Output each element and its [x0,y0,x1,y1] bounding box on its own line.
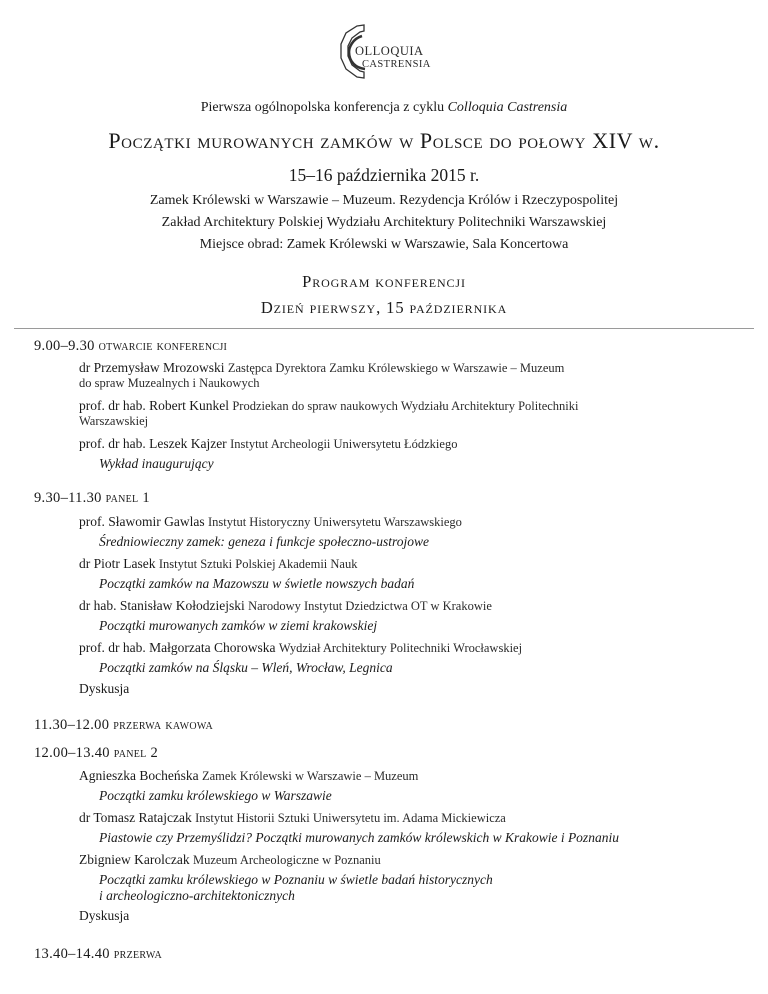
talk-title: Początki zamku królewskiego w Poznaniu w świetle badań historycznych [99,872,493,887]
session-title: otwarcie konferencji [98,338,228,354]
speaker-affiliation: Narodowy Instytut Dziedzictwa OT w Krakowie [248,599,492,613]
speaker-affiliation: Instytut Historyczny Uniwersytetu Warszawskiego [207,515,462,529]
talk-title: Początki zamku królewskiego w Warszawie [99,788,332,803]
session-title: przerwa [113,946,162,962]
speaker-name: dr Piotr Lasek [79,556,156,571]
speaker-affiliation: Zamek Królewski w Warszawie – Muzeum [201,769,419,783]
intro-series-name: Colloquia Castrensia [447,100,568,115]
conference-intro [0,100,768,116]
talk-title: Początki zamków na Śląsku – Wleń, Wrocław, Legnica [99,660,393,675]
talk-title: Wykład inaugurujący [99,456,214,471]
speaker-entry [79,852,749,904]
speaker-entry [79,360,749,391]
speaker-affiliation: Zastępca Dyrektora Zamku Królewskiego w Warszawie – Muzeum [227,361,565,375]
speaker-affiliation: Muzeum Archeologiczne w Poznaniu [192,853,381,867]
talk-title-cont: i archeologiczno-architektonicznych [99,888,295,903]
session-time: 9.30–11.30 [34,490,102,506]
speaker-name: dr Przemysław Mrozowski [79,360,225,375]
speaker-entry [79,556,749,592]
intro-text: Pierwsza ogólnopolska konferencja z cyklu [200,100,448,115]
session-time: 13.40–14.40 [34,946,110,962]
talk-title: Początki zamków na Mazowszu w świetle nowszych badań [99,576,415,591]
speaker-entry [79,640,749,676]
talk-title: Piastowie czy Przemyślidzi? Początki murowanych zamków królewskich w Krakowie i Poznaniu [99,830,619,845]
speaker-entry [79,810,749,846]
speaker-affiliation: Instytut Archeologii Uniwersytetu Łódzkiego [230,437,458,451]
session-heading [34,490,150,507]
speaker-name: prof. dr hab. Małgorzata Chorowska [79,640,276,655]
session-title: panel 2 [113,745,159,761]
speaker-affiliation: Wydział Architektury Politechniki Wrocławskiej [278,641,523,655]
venue-line: Miejsce obrad: Zamek Królewski w Warszawie, Sala Koncertowa [199,237,569,252]
speaker-affiliation-cont: do spraw Muzealnych i Naukowych [79,376,260,390]
logo-word-colloquia: OLLOQUIA [355,44,424,58]
session-heading [34,745,158,762]
speaker-name: prof. dr hab. Robert Kunkel [79,398,229,413]
speaker-entry [79,436,749,472]
colloquia-castrensia-logo [336,22,446,82]
speaker-affiliation: Instytut Historii Sztuki Uniwersytetu im. Adama Mickiewicza [195,811,506,825]
speaker-affiliation: Prodziekan do spraw naukowych Wydziału Architektury Politechniki [232,399,579,413]
discussion-label: Dyskusja [79,681,130,696]
speaker-name: Agnieszka Bocheńska [79,768,199,783]
speaker-name: Zbigniew Karolczak [79,852,190,867]
session-title: panel 1 [105,490,150,506]
talk-title: Początki murowanych zamków w ziemi krakowskiej [99,618,378,633]
session-heading [34,338,227,355]
conference-date: 15–16 października 2015 r. [288,165,480,185]
speaker-affiliation-cont: Warszawskiej [79,414,149,428]
session-time: 12.00–13.40 [34,745,110,761]
conference-title: Początki murowanych zamków w Polsce do połowy XIV w. [108,128,660,153]
session-time: 11.30–12.00 [34,717,110,733]
speaker-entry [79,398,749,429]
day-title: Dzień pierwszy, 15 października [260,298,508,317]
program-title: Program konferencji [302,272,466,291]
session-heading [34,717,213,734]
speaker-entry [79,768,749,804]
session-time: 9.00–9.30 [34,338,95,354]
session-title: przerwa kawowa [113,717,214,733]
logo-word-castrensia: CASTRENSIA [362,59,431,70]
speaker-affiliation: Instytut Sztuki Polskiej Akademii Nauk [158,557,358,571]
speaker-name: dr hab. Stanisław Kołodziejski [79,598,245,613]
talk-title: Średniowieczny zamek: geneza i funkcje społeczno-ustrojowe [99,534,430,549]
speaker-name: dr Tomasz Ratajczak [79,810,192,825]
divider-line [14,328,754,329]
speaker-entry [79,598,749,634]
speaker-name: prof. dr hab. Leszek Kajzer [79,436,227,451]
speaker-entry [79,514,749,550]
session-heading [34,946,162,963]
discussion-label: Dyskusja [79,908,130,923]
institution-line: Zakład Architektury Polskiej Wydziału Architektury Politechniki Warszawskiej [161,215,607,230]
speaker-name: prof. Sławomir Gawlas [79,514,205,529]
institution-line: Zamek Królewski w Warszawie – Muzeum. Rezydencja Królów i Rzeczypospolitej [149,193,619,208]
